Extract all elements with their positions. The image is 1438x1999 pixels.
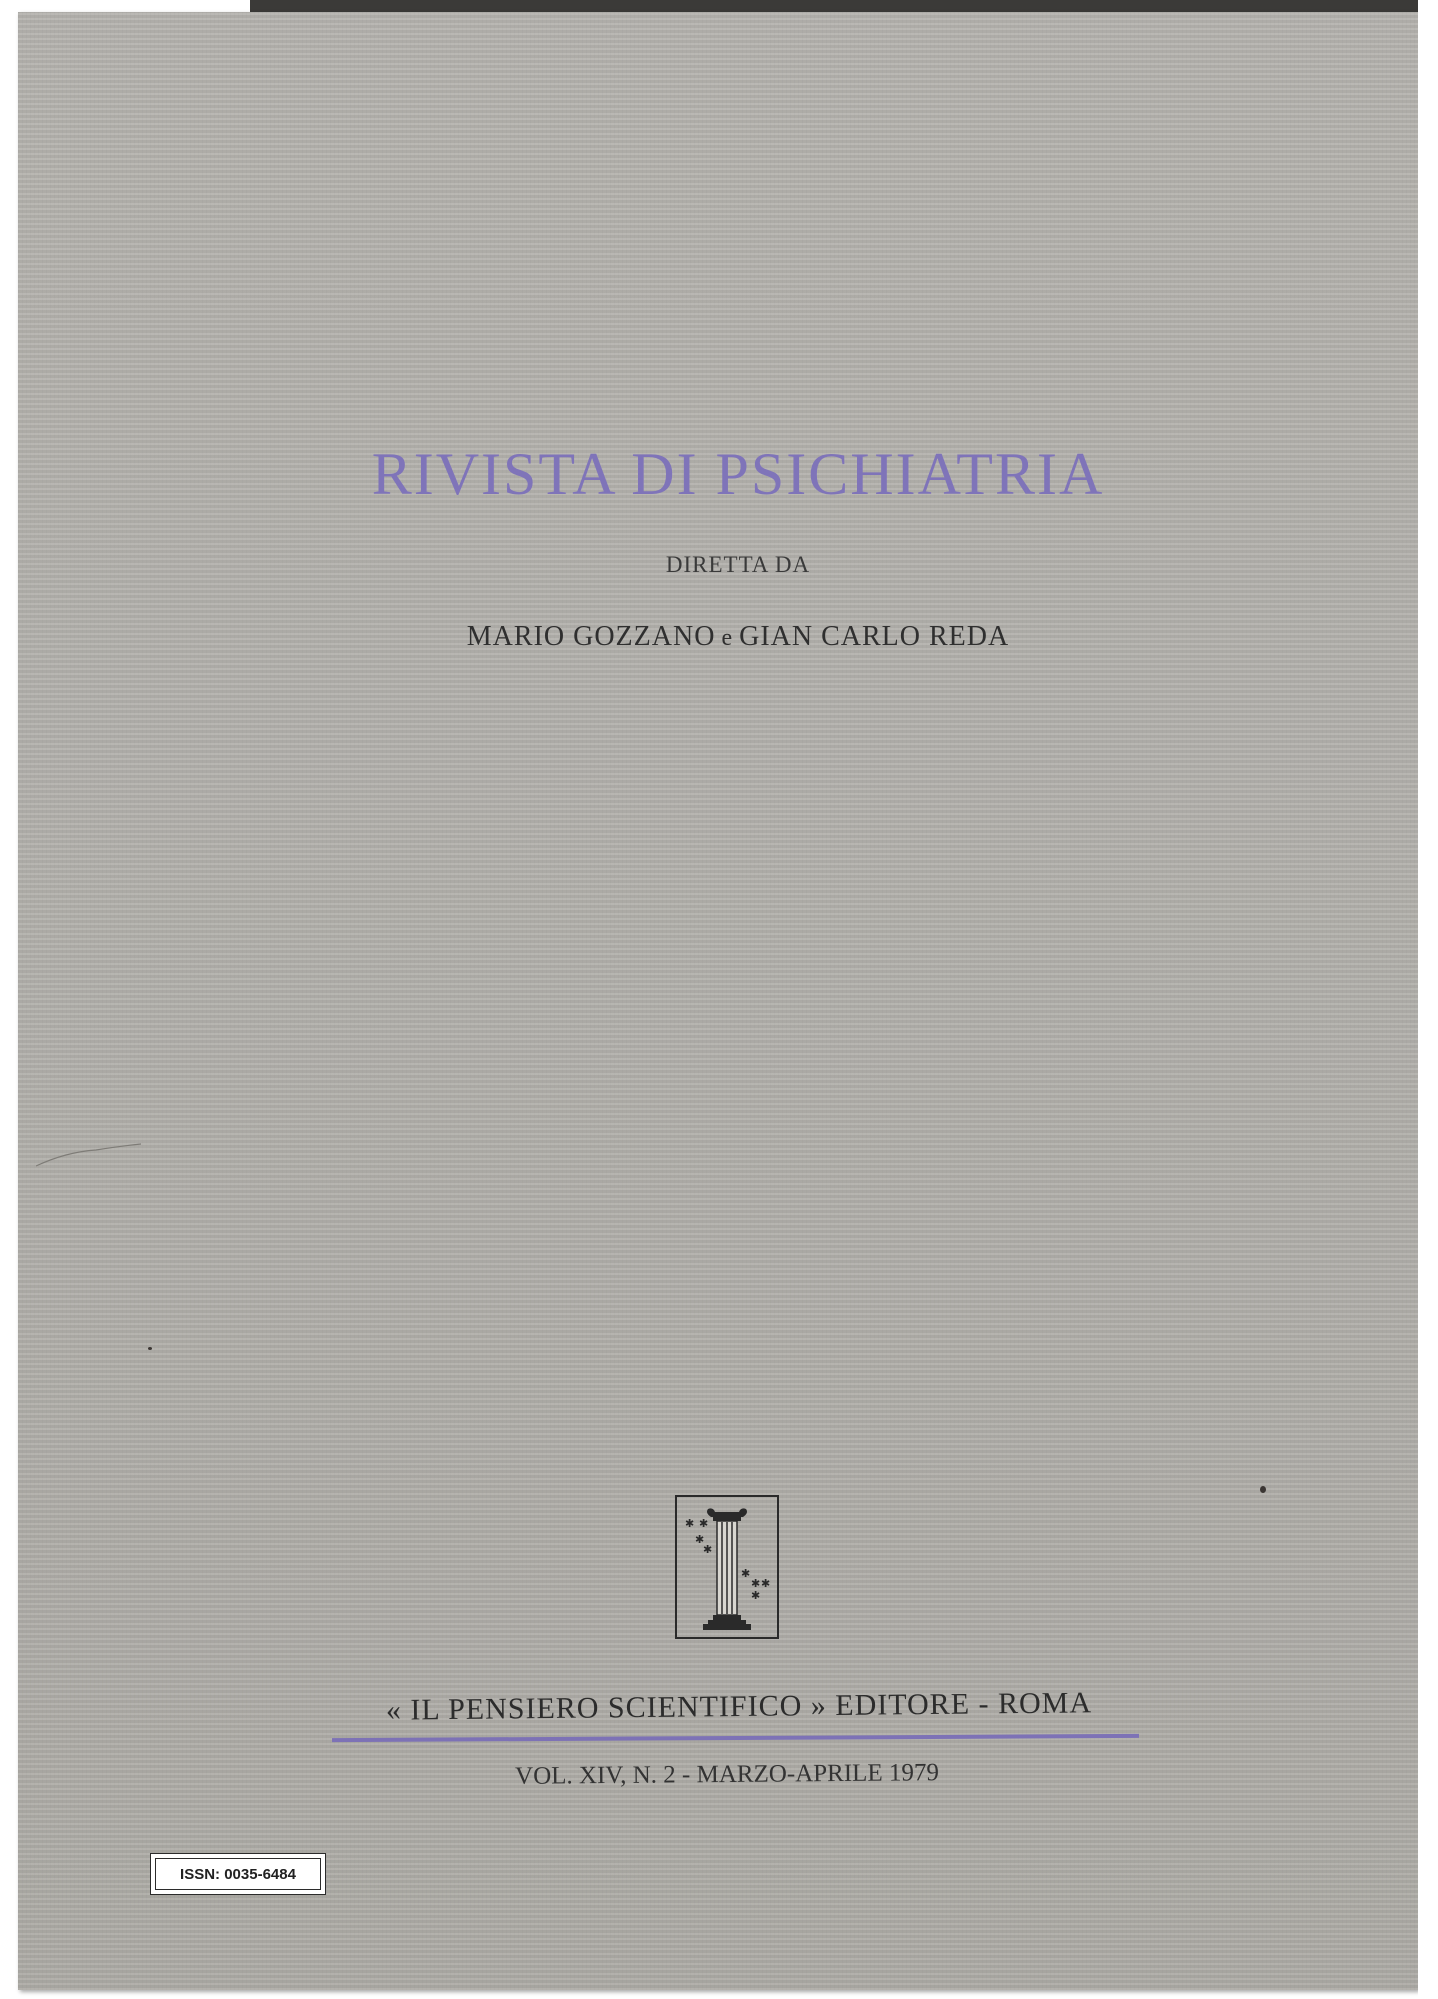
svg-text:✱: ✱: [741, 1567, 751, 1580]
issue-line: VOL. XIV, N. 2 - MARZO-APRILE 1979: [514, 1759, 940, 1790]
issn-label-box: [150, 1853, 326, 1895]
editor-two: GIAN CARLO REDA: [739, 621, 1010, 652]
svg-text:✱: ✱: [761, 1577, 771, 1590]
svg-text:✱: ✱: [751, 1577, 761, 1590]
editors-line: [38, 621, 1438, 653]
paper-crease: [36, 1132, 156, 1172]
issn-label: ISSN: 0035-6484: [155, 1858, 321, 1890]
svg-text:✱: ✱: [695, 1533, 705, 1546]
svg-text:✱: ✱: [699, 1517, 709, 1530]
paper-spot: [1260, 1486, 1266, 1493]
svg-text:✱: ✱: [751, 1589, 761, 1602]
publisher-line: « IL PENSIERO SCIENTIFICO » EDITORE - ROMA: [385, 1686, 1093, 1727]
editor-conjunction: e: [721, 625, 734, 651]
directed-by-label: DIRETTA DA: [665, 552, 811, 577]
background-edge: [1418, 0, 1438, 1999]
editor-one: MARIO GOZZANO: [466, 621, 716, 652]
top-edge-shadow: [250, 0, 1438, 12]
svg-text:✱: ✱: [703, 1543, 713, 1556]
publisher-rule: [332, 1734, 1139, 1742]
ionic-column-stars-icon: [675, 1495, 779, 1639]
paper-spot: [148, 1347, 152, 1350]
svg-text:✱: ✱: [685, 1517, 695, 1530]
journal-cover: [18, 12, 1418, 1990]
journal-title: RIVISTA DI PSICHIATRIA: [371, 441, 1105, 507]
